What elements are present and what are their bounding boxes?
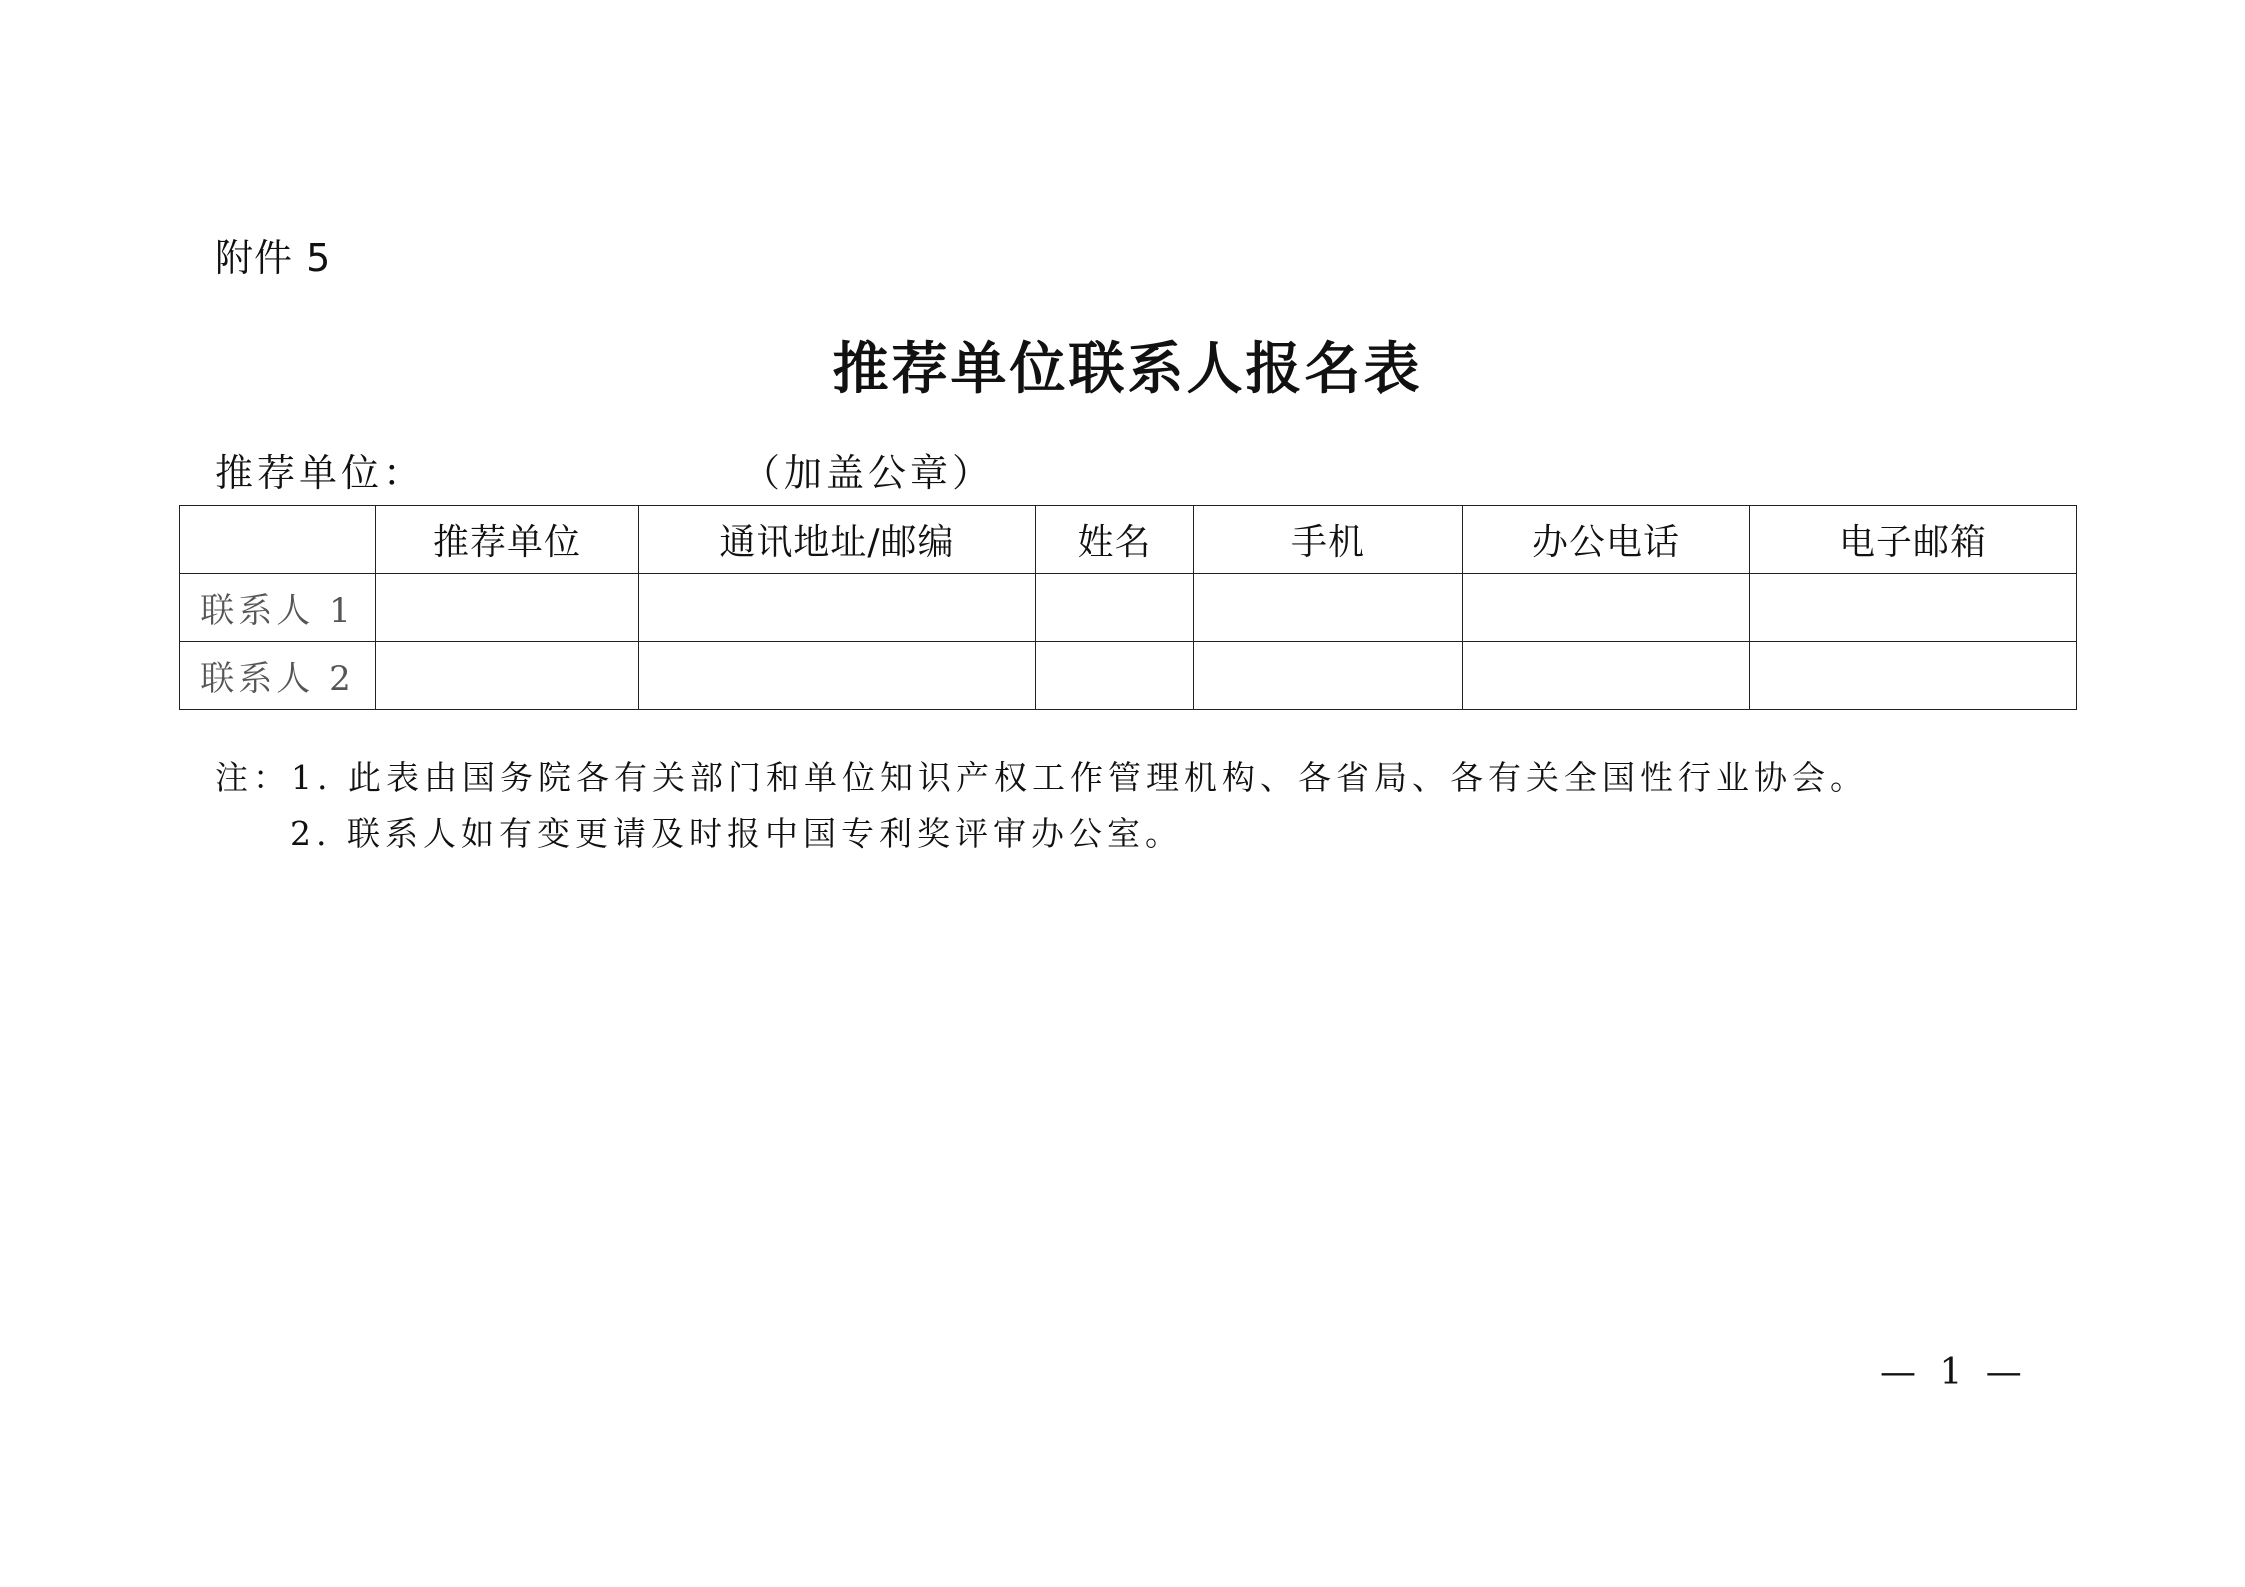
unit-cell[interactable] [376,642,639,710]
note-1: 注：1. 此表由国务院各有关部门和单位知识产权工作管理机构、各省局、各有关全国性行业协会。 [215,758,1868,797]
office-phone-cell[interactable] [1463,642,1750,710]
row-label-contact-1: 联系人 1 [180,574,376,642]
column-header-blank [180,506,376,574]
column-header-office-phone: 办公电话 [1463,506,1750,574]
attachment-label: 附件 5 [215,236,332,280]
unit-cell[interactable] [376,574,639,642]
page-number: — 1 — [1880,1352,2028,1393]
note-2: 2. 联系人如有变更请及时报中国专利奖评审办公室。 [290,814,1183,853]
name-cell[interactable] [1036,574,1194,642]
mobile-cell[interactable] [1194,642,1463,710]
document-title: 推荐单位联系人报名表 [832,337,1423,402]
address-cell[interactable] [639,642,1036,710]
column-header-mobile: 手机 [1194,506,1463,574]
column-header-name: 姓名 [1036,506,1194,574]
recommending-unit-label: 推荐单位： [215,451,426,495]
address-cell[interactable] [639,574,1036,642]
email-cell[interactable] [1750,574,2077,642]
table-row [180,574,2077,642]
name-cell[interactable] [1036,642,1194,710]
seal-note: （加盖公章） [742,451,995,495]
row-label-contact-2: 联系人 2 [180,642,376,710]
email-cell[interactable] [1750,642,2077,710]
office-phone-cell[interactable] [1463,574,1750,642]
column-header-address: 通讯地址/邮编 [639,506,1036,574]
mobile-cell[interactable] [1194,574,1463,642]
column-header-unit: 推荐单位 [376,506,639,574]
contact-registration-table [179,505,2077,710]
table-header-row [180,506,2077,574]
column-header-email: 电子邮箱 [1750,506,2077,574]
table-row [180,642,2077,710]
notes-section [215,750,1868,862]
